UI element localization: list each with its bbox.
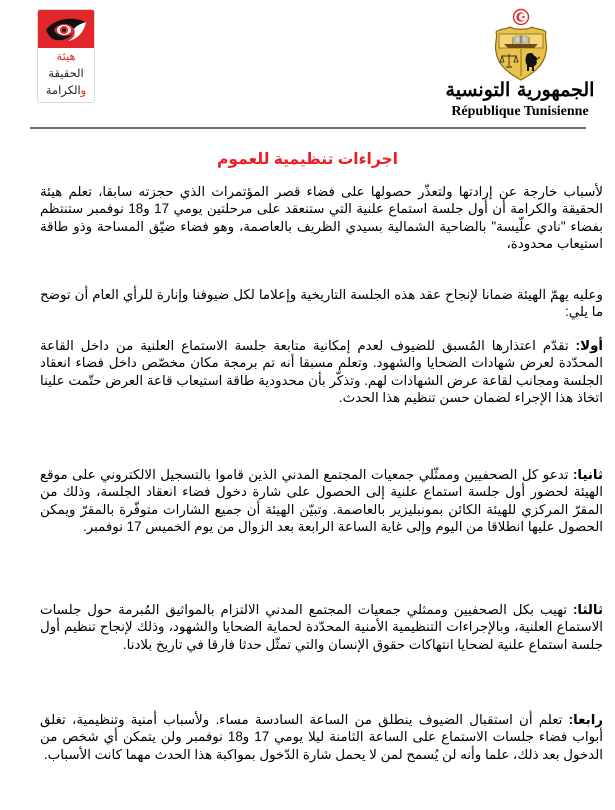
logo-word-haqiqa: الحقيقة bbox=[48, 68, 84, 80]
ivd-logo bbox=[37, 9, 95, 103]
point-first bbox=[40, 337, 603, 407]
republic-name-french: République Tunisienne bbox=[451, 104, 589, 119]
document-title: اجراءات تنظيمية للعموم bbox=[217, 151, 398, 168]
logo-word-karama bbox=[38, 83, 94, 100]
point-second-label: ثانيا: bbox=[572, 467, 603, 482]
republic-name-arabic: الجمهورية التونسية bbox=[445, 79, 595, 101]
point-third-text: تهيب بكل الصحفيين وممثلي جمعيات المجتمع المدني الالتزام بالمواثيق المُبرمة حول جلسات الاستماع العلنية، وبالإجراءات التنظيمية الأمنية المحدّدة لحماية الضحايا والشهود، وذلك لإنجاح تنظيم أول جلسة استماع علنية لضحايا انتهاكات حقوق الإنسان والتي تمثّل حدثا فارقا في تاريخ بلادنا. bbox=[40, 602, 603, 652]
point-first-label: أولا: bbox=[575, 338, 603, 353]
logo-word-karama-text: الكرامة bbox=[45, 85, 81, 97]
point-first-text: تقدّم اعتذارها المُسبق للضيوف لعدم إمكانية متابعة جلسة الاستماع العلنية من داخل القاعة المحدّدة لعرض شهادات الضحايا والشهود. وتعلم مسبقا أنه تم برمجة مكان مخصّص داخل فضاء انعقاد الجلسة ومجانب لقاعة عرض الشهادات لهم. وتذكّر بأن محدودية طاقة استيعاب قاعة العرض حتّمت علينا اتخاذ هذا الإجراء لضمان حسن تنظيم هذا الحدث. bbox=[40, 338, 603, 406]
eye-icon bbox=[38, 10, 94, 48]
lead-in-paragraph bbox=[40, 286, 603, 321]
point-third-label: ثالثا: bbox=[572, 602, 603, 617]
lead-in-text: وعليه يهمّ الهيئة ضمانا لإنجاح عقد هذه الجلسة التاريخية وإعلاما لكل ضيوفنا وإنارة للرأي العام أن توضح ما يلي: bbox=[40, 287, 603, 320]
header-separator bbox=[30, 127, 586, 129]
point-second-text: تدعو كل الصحفيين وممثّلي جمعيات المجتمع المدني الذين قاموا بالتسجيل الالكتروني على موقع الهيئة لحضور أول جلسة استماع علنية إلى الحصول على شارة دخول فضاء انعقاد الجلسة، وذلك من المقرّ المركزي للهيئة الكائن بمونبليزير بالعاصمة. وتبيّن الهيئة أن جميع الشارات متوفّرة بالمقرّ ويمكن الحصول عليها انطلاقا من اليوم وإلى غاية الساعة الرابعة بعد الزوال من يوم الخميس 17 نوفمبر. bbox=[40, 467, 603, 535]
intro-text: لأسباب خارجة عن إرادتها ولتعذّر حصولها على فضاء قصر المؤتمرات الذي حجزته سابقا، تعلم هيئة الحقيقة والكرامة أن أول جلسة استماع علنية التي ستنعقد على مرحلتين يومي 17 و18 نوفمبر ستنتظم بفضاء "نادي علّيسة" بالضاحية الشمالية بسيدي الظريف بالعاصمة، وهو فضاء ضيّق المساحة وذو طاقة استيعاب محدودة، bbox=[40, 184, 604, 252]
point-fourth-text: تعلم أن استقبال الضيوف ينطلق من الساعة السادسة مساء. ولأسباب أمنية وتنظيمية، تغلق أبواب فضاء جلسات الاستماع على الساعة الثامنة ليلا يومي 17 و18 نوفمبر ولن يتمكن أي شخص من الدخول بعد ذلك، علما وأنه لن يُسمح لمن لا يحمل شارة الدّخول بمواكبة هذا الحدث مهما كانت الأسباب. bbox=[40, 712, 603, 762]
logo-waw: و bbox=[80, 85, 87, 97]
intro-paragraph bbox=[40, 183, 603, 253]
tunisia-coat-of-arms-icon bbox=[486, 8, 556, 84]
point-third bbox=[40, 601, 603, 653]
point-fourth bbox=[40, 711, 603, 763]
point-fourth-label: رابعا: bbox=[568, 712, 603, 727]
point-second bbox=[40, 466, 603, 536]
logo-word-hayaa: هيئة bbox=[56, 51, 76, 63]
